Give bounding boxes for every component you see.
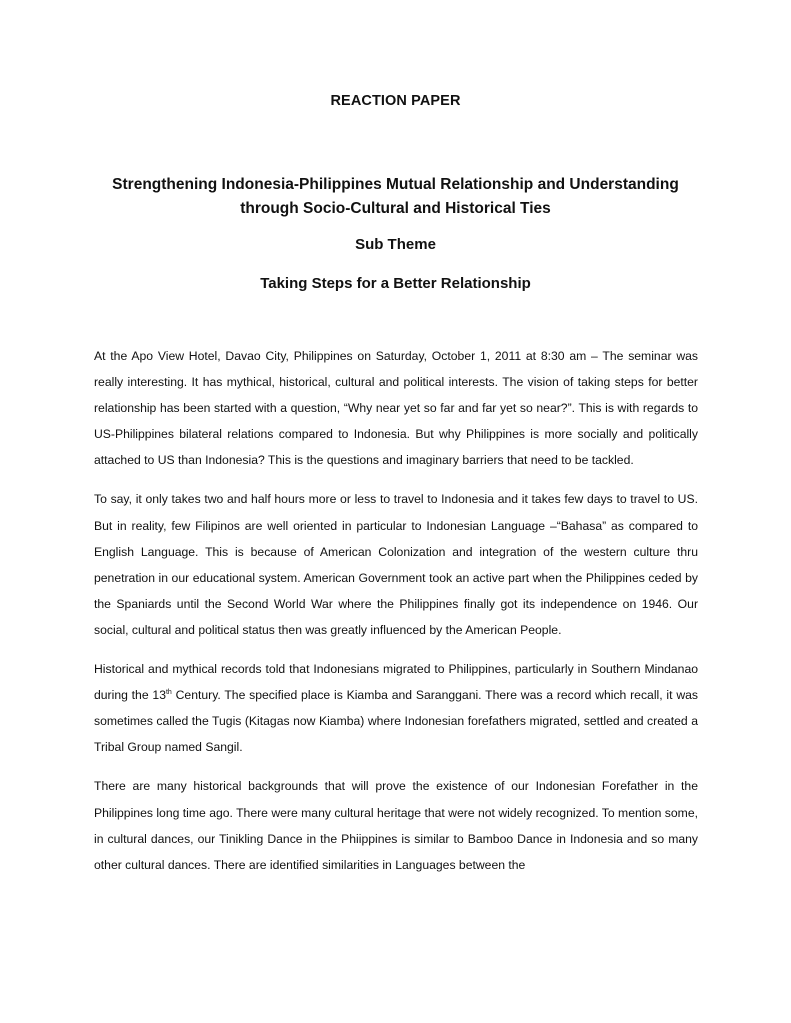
paper-title-line-2: through Socio-Cultural and Historical Ties: [240, 200, 551, 217]
ordinal-superscript: th: [165, 689, 172, 697]
paragraph-3-text-b: Century. The specified place is Kiamba and Saranggani. There was a record which recall, it was sometimes called the Tugis (Kitagas now Kiamba) where Indonesian forefathers migrated, settled and created a Tribal Group named Sangil.: [94, 688, 698, 755]
paper-title: [60, 173, 731, 221]
paragraph-3: [94, 656, 698, 760]
paper-title-line-1: Strengthening Indonesia-Philippines Mutual Relationship and Understanding: [112, 176, 679, 193]
paragraph-1: At the Apo View Hotel, Davao City, Philippines on Saturday, October 1, 2011 at 8:30 am – The seminar was really interesting. It has mythical, historical, cultural and political interests. The vision of taking steps for better relationship has been started with a question, “Why near yet so far and far yet so near?”. This is with regards to US-Philippines bilateral relations compared to Indonesia. But why Philippines is more socially and politically attached to US than Indonesia? This is the questions and imaginary barriers that need to be tackled.: [94, 349, 698, 468]
sub-theme-label: Sub Theme: [355, 236, 436, 253]
paragraph-3-text-a: Historical and mythical records told that Indonesians migrated to Philippines, particularly in Southern Mindanao during the 13: [94, 662, 698, 703]
document-type-heading: REACTION PAPER: [330, 93, 461, 109]
sub-theme-title: Taking Steps for a Better Relationship: [260, 275, 531, 292]
body-text: [94, 343, 698, 891]
paragraph-2: To say, it only takes two and half hours more or less to travel to Indonesia and it takes few days to travel to US. But in reality, few Filipinos are well oriented in particular to Indonesian Language –“Bahasa” as compared to English Language. This is because of American Colonization and integration of the western culture thru penetration in our educational system. American Government took an active part when the Philippines ceded by the Spaniards until the Second World War where the Philippines finally got its independence on 1946. Our social, cultural and political status then was greatly influenced by the American People.: [94, 492, 698, 637]
paragraph-4: There are many historical backgrounds that will prove the existence of our Indonesian Forefather in the Philippines long time ago. There were many cultural heritage that were not widely recognized. To mention some, in cultural dances, our Tinikling Dance in the Phiippines is similar to Bamboo Dance in Indonesia and so many other cultural dances. There are identified similarities in Languages between the: [94, 779, 698, 872]
